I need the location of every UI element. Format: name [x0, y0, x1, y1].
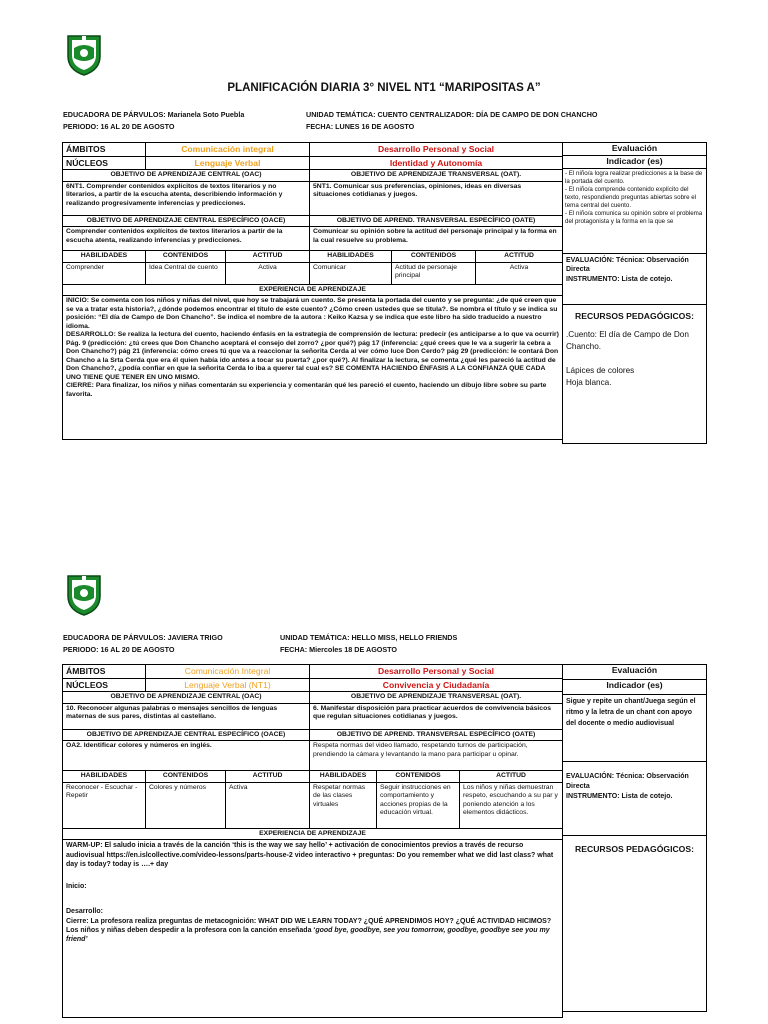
actitud-1: Activa — [226, 262, 310, 284]
recursos-label-2: RECURSOS PEDAGÓGICOS: — [575, 844, 694, 854]
habilidades-header: HABILIDADES — [63, 251, 146, 262]
actitud-header: ACTITUD — [226, 251, 310, 262]
actitud-p2-1: Activa — [226, 782, 310, 828]
indicadores-text: - El niño/a logra realizar predicciones a la base de la portada del cuento. - El niño/a comprende contenido explícito del texto, respondiendo preguntas abiertas sobre el tema central del cuento. - El niño/a comunica su opinión sobre el problema del protagonista y la forma en la que se — [563, 169, 706, 254]
oat-text-2: 6. Manifestar disposición para practicar acuerdos de convivencia básicos que regulan situaciones cotidianas y juegos. — [310, 703, 563, 729]
despedida-intro: Los niños y niñas deben despedir a la profesora con la canción enseñada ‘ — [66, 927, 316, 935]
habilidades-header-p2b: HABILIDADES — [310, 771, 377, 782]
page-title: PLANIFICACIÓN DIARIA 3° NIVEL NT1 “MARIPOSITAS A” — [227, 82, 541, 94]
periodo-label: PERIODO: 16 AL 20 DE AGOSTO — [63, 122, 175, 131]
nucleos-label: NÚCLEOS — [63, 156, 146, 170]
actitud-header-p2b: ACTITUD — [460, 771, 563, 782]
evaluacion-header-2: Evaluación — [563, 665, 706, 680]
habilidad-1: Comprender — [63, 262, 146, 284]
cierre-text: Cierre: La profesora realiza preguntas de metacognición: WHAT DID WE LEARN TODAY? ¿QUÉ APRENDIMOS HOY? ¿QUÉ ACTIVIDAD HICIMOS? — [66, 917, 552, 925]
oat-label: OBJETIVO DE APRENDIZAJE TRANSVERSAL (OAT). — [310, 170, 563, 181]
contenidos-header-p2b: CONTENIDOS — [377, 771, 460, 782]
contenido-p2-1: Colores y números — [146, 782, 226, 828]
contenido-1: Idea Central de cuento — [146, 262, 226, 284]
educadora-label-2: EDUCADORA DE PÁRVULOS: JAVIERA TRIGO — [63, 633, 223, 642]
oace-label: OBJETIVO DE APRENDIZAJE CENTRAL ESPECÍFICO (OACE) — [63, 215, 310, 226]
despedida-text — [66, 926, 559, 945]
ambito-comunicacion-2: Comunicación Integral — [146, 665, 310, 679]
nucleo-identidad: Identidad y Autonomía — [310, 156, 563, 170]
ambito-desarrollo: Desarrollo Personal y Social — [310, 143, 563, 157]
habilidad-p2-2: Respetar normas de las clases virtuales — [310, 782, 377, 828]
cancion-text: good bye, goodbye, see you tomorrow, goodbye, goodbye see you my friend’ — [66, 927, 550, 944]
oac-label: OBJETIVO DE APRENDIZAJE CENTRAL (OAC) — [63, 170, 310, 181]
indicador-header-2: Indicador (es) — [563, 680, 706, 695]
experiencia-label-2: EXPERIENCIA DE APRENDIZAJE — [63, 828, 563, 839]
oac-text-2: 10. Reconocer algunas palabras o mensajes sencillos de lenguas maternas de sus pares, distintas al castellano. — [63, 703, 310, 729]
nucleos-label-2: NÚCLEOS — [63, 678, 146, 692]
oace-text: Comprender contenidos explícitos de textos literarios a partir de la escucha atenta, realizando inferencias y predicciones. — [63, 227, 310, 251]
oace-label-2: OBJETIVO DE APRENDIZAJE CENTRAL ESPECÍFICO (OACE) — [63, 729, 310, 740]
periodo-label-2: PERIODO: 16 AL 20 DE AGOSTO — [63, 645, 175, 654]
oac-text: 6NT1. Comprender contenidos explícitos de textos literarios y no literarios, a partir de la escucha atenta, describiendo información y realizando progresivamente inferencias y predicciones. — [63, 181, 310, 215]
school-crest-icon — [66, 574, 102, 616]
recursos-text: .Cuento: El día de Campo de Don Chancho. Lápices de colores Hoja blanca. — [566, 330, 689, 387]
habilidades-header-p2: HABILIDADES — [63, 771, 146, 782]
planning-table-2 — [62, 664, 563, 1018]
nucleo-lenguaje-2: Lenguaje Verbal (NT1) — [146, 678, 310, 692]
habilidad-p2-1: Reconocer - Escuchar - Repetir — [63, 782, 146, 828]
experiencia-text: INICIO: Se comenta con los niños y niñas del nivel, que hoy se trabajará un cuento. Se presenta la portada del cuento y se pregunta: ¿de qué creen que se va a tratar esta historia?, ¿dónde podemos encontrar el título de este cuento? ¿Cómo creen ustedes que se titula?. Se nombra el título y se indica su posición: “El día de Campo de Don Chancho”. Se indica el nombre de la autora : Keiko Kazsa y se indica que este libro ha sido traducido a nuestro idioma. DESARROLLO: Se realiza la lectura del cuento, haciendo énfasis en la estrategia de comprensión de lectura: predecir (es anticiparse a lo que va ocurrir) Pág. 9 (predicción: ¿tú crees que Don Chancho aceptará el consejo del zorro? ¿por qué?) pág 17 (inferencia: ¿qué crees que le va a sugerir la cebra a Don Chancho?) pág 21 (inferencia: cómo crees tú que va a reaccionar la señorita Cerda al ver cómo luce Don Cerdo? pág 29 (predicción: le contará Don Chancho a la Srta Cerda que era él quien había ido antes a tocar su puerta? ¿por qué?). Al finalizar la lectura, se comenta ¿qué les pareció la actitud de Don Chancho?, ¿podía confiar en que la señorita Cerda lo iba a querer tal cual es? SE COMENTA HACIENDO ÉNFASIS A LA CONFIANZA QUE CADA UNO TIENE QUE TENER EN UNO MISMO. CIERRE: Para finalizar, los niños y niñas comentarán su experiencia y comentarán qué les pareció el cuento, haciendo un dibujo libre sobre su parte favorita. — [63, 296, 563, 440]
oate-label: OBJETIVO DE APREND. TRANSVERSAL ESPECÍFICO (OATE) — [310, 215, 563, 226]
educadora-label: EDUCADORA DE PÁRVULOS: Marianela Soto Puebla — [63, 110, 245, 119]
contenido-2: Actitud de personaje principal — [392, 262, 476, 284]
fecha-label: FECHA: LUNES 16 DE AGOSTO — [306, 122, 415, 131]
warmup-text: WARM-UP: El saludo inicia a través de la canción ‘this is the way we say hello’ + activación de conocimientos previos a través de recurso audiovisual https://en.islcollective.com/video-lessons/parts-house-2 video interactivo + preguntas: Do you remember what we did last class? what day is today? today is ….+ day — [66, 842, 554, 869]
oate-text: Comunicar su opinión sobre la actitud del personaje principal y la forma en la cual resuelve su problema. — [310, 227, 563, 251]
evaluacion-text: EVALUACIÓN: Técnica: Observación Directa INSTRUMENTO: Lista de cotejo. — [563, 254, 706, 305]
actitud-p2-2: Los niños y niñas demuestran respeto, escuchando a su par y poniendo atención a los elementos didácticos. — [460, 782, 563, 828]
contenidos-header-p2: CONTENIDOS — [146, 771, 226, 782]
indicador-header: Indicador (es) — [563, 156, 706, 169]
nucleo-convivencia: Convivencia y Ciudadanía — [310, 678, 563, 692]
evaluacion-header: Evaluación — [563, 143, 706, 156]
ambitos-label-2: ÁMBITOS — [63, 665, 146, 679]
ambito-comunicacion: Comunicación integral — [146, 143, 310, 157]
desarrollo-text: Desarrollo: — [66, 908, 103, 916]
unidad-label-2: UNIDAD TEMÁTICA: HELLO MISS, HELLO FRIENDS — [280, 633, 458, 642]
nucleo-lenguaje: Lenguaje Verbal — [146, 156, 310, 170]
oace-text-2: OA2. Identificar colores y números en inglés. — [63, 741, 310, 771]
oat-label-2: OBJETIVO DE APRENDIZAJE TRANSVERSAL (OAT). — [310, 692, 563, 703]
actitud-header-p2: ACTITUD — [226, 771, 310, 782]
oate-label-2: OBJETIVO DE APREND. TRANSVERSAL ESPECÍFICO (OATE) — [310, 729, 563, 740]
unidad-label: UNIDAD TEMÁTICA: CUENTO CENTRALIZADOR: DÍA DE CAMPO DE DON CHANCHO — [306, 110, 598, 119]
experiencia-label: EXPERIENCIA DE APRENDIZAJE — [63, 284, 563, 295]
ambito-desarrollo-2: Desarrollo Personal y Social — [310, 665, 563, 679]
ambitos-label: ÁMBITOS — [63, 143, 146, 157]
oat-text: 5NT1. Comunicar sus preferencias, opiniones, ideas en diversas situaciones cotidianas y juegos. — [310, 181, 563, 215]
experiencia-text-2 — [63, 840, 563, 1018]
fecha-label-2: FECHA: Miercoles 18 DE AGOSTO — [280, 645, 398, 654]
actitud-header-2: ACTITUD — [476, 251, 563, 262]
habilidad-2: Comunicar — [310, 262, 392, 284]
actitud-2: Activa — [476, 262, 563, 284]
contenidos-header: CONTENIDOS — [146, 251, 226, 262]
habilidades-header-2: HABILIDADES — [310, 251, 392, 262]
inicio-text: Inicio: — [66, 882, 87, 890]
indicadores-text-2: Sigue y repite un chant/Juega según el ritmo y la letra de un chant con apoyo del docente o medio audiovisual — [563, 695, 706, 762]
contenido-p2-2: Seguir instrucciones en comportamiento y acciones propias de la educación virtual. — [377, 782, 460, 828]
evaluacion-text-2: EVALUACIÓN: Técnica: Observación Directa INSTRUMENTO: Lista de cotejo. — [563, 762, 706, 836]
oac-label-2: OBJETIVO DE APRENDIZAJE CENTRAL (OAC) — [63, 692, 310, 703]
oate-text-2: Respeta normas del video llamado, respetando turnos de participación, prendiendo la cámara y levantando la mano para participar u opinar. — [310, 741, 563, 771]
recursos-label: RECURSOS PEDAGÓGICOS: — [575, 311, 694, 321]
contenidos-header-2: CONTENIDOS — [392, 251, 476, 262]
evaluacion-column-2 — [562, 664, 707, 1012]
